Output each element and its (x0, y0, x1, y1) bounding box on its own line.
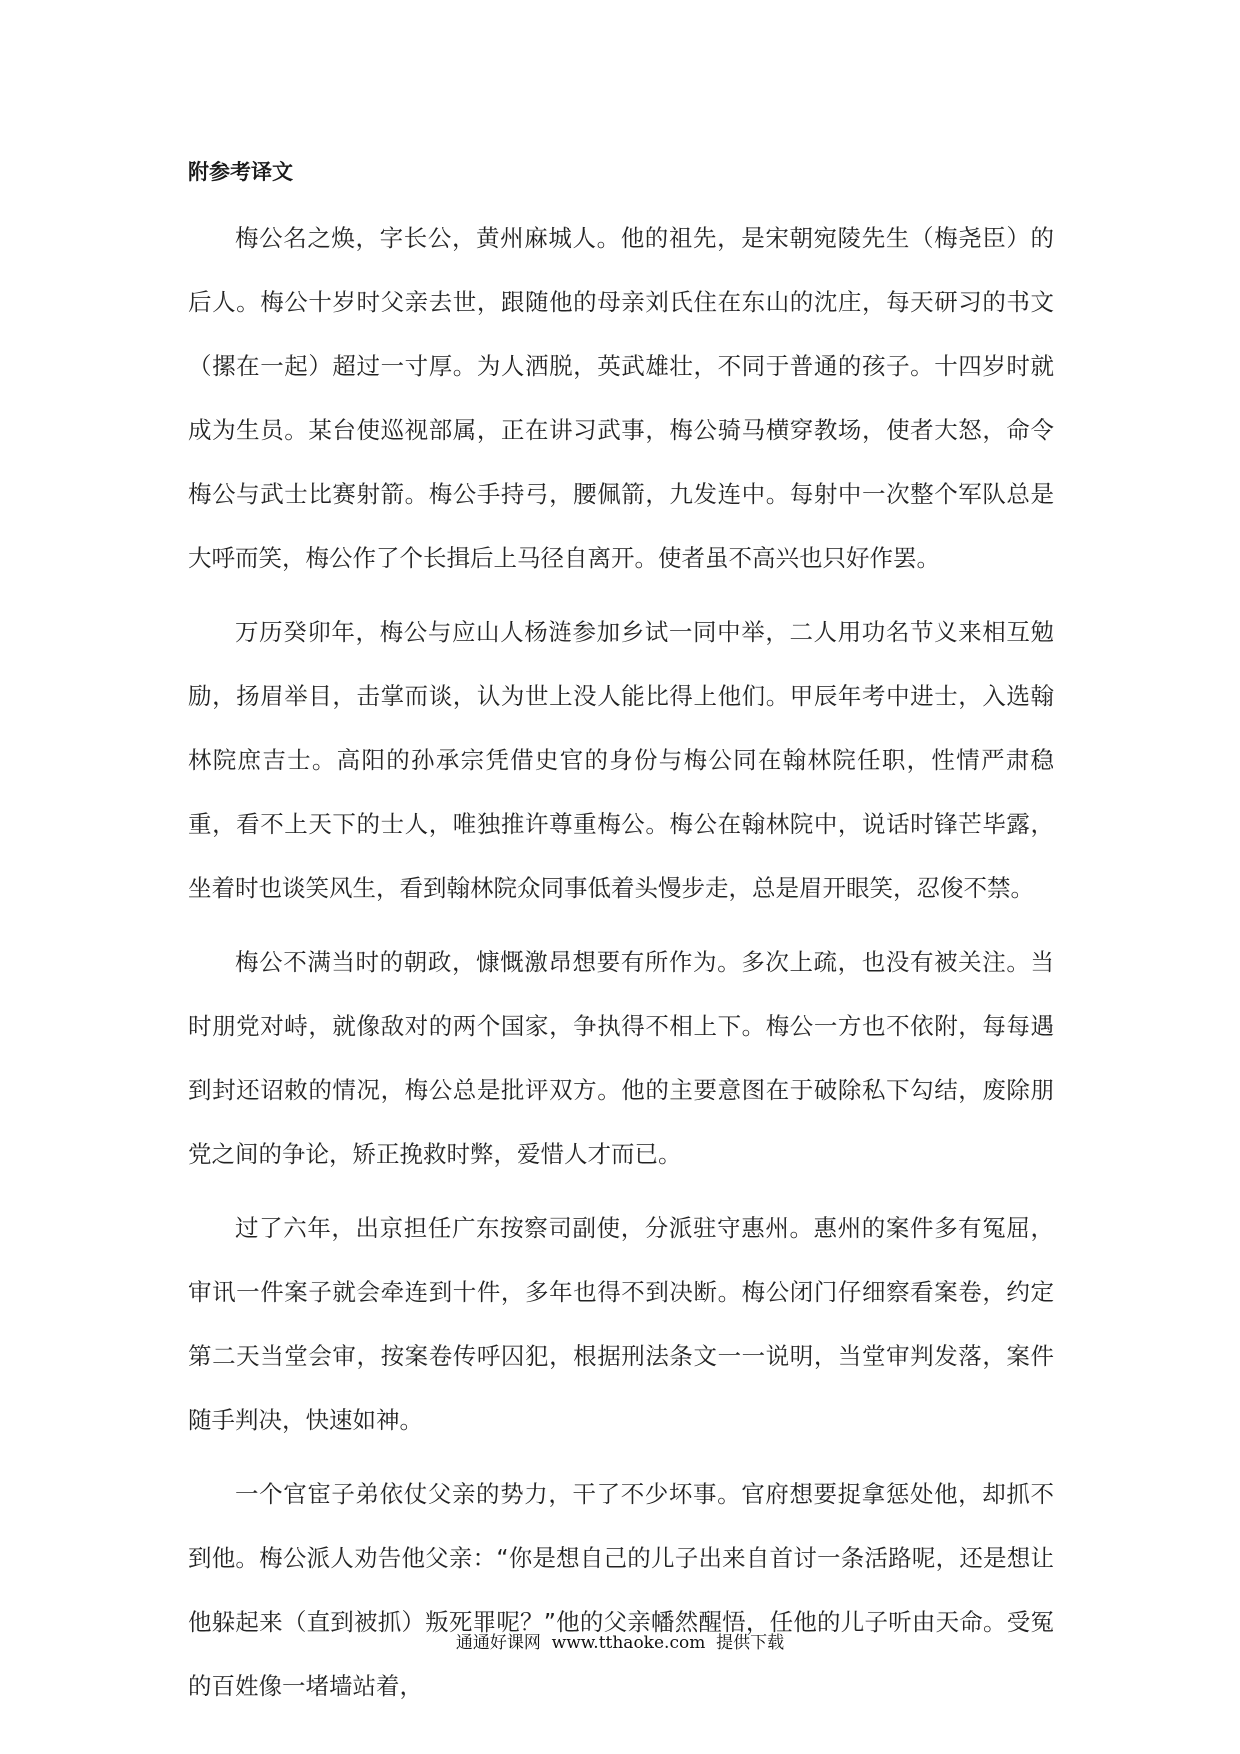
paragraph-5: 一个官宦子弟依仗父亲的势力，干了不少坏事。官府想要捉拿惩处他，却抓不到他。梅公派人劝告他父亲：“你是想自己的儿子出来自首讨一条活路呢，还是想让他躲起来（直到被抓）叛死罪呢？”他的父亲幡然醒悟，任他的儿子听由天命。受冤的百姓像一堵墙站着， (188, 1480, 1054, 1700)
footer-suffix: 提供下载 (716, 1633, 785, 1653)
footer-site-name: 通通好课网 (455, 1633, 541, 1653)
footer-url: www.tthaoke.com (551, 1633, 706, 1653)
page-footer (0, 1628, 1240, 1653)
paragraph-1: 梅公名之焕，字长公，黄州麻城人。他的祖先，是宋朝宛陵先生（梅尧臣）的后人。梅公十岁时父亲去世，跟随他的母亲刘氏住在东山的沈庄，每天研习的书文（摞在一起）超过一寸厚。为人洒脱，英武雄壮，不同于普通的孩子。十四岁时就成为生员。某台使巡视部属，正在讲习武事，梅公骑马横穿教场，使者大怒，命令梅公与武士比赛射箭。梅公手持弓，腰佩箭，九发连中。每射中一次整个军队总是大呼而笑，梅公作了个长揖后上马径自离开。使者虽不高兴也只好作罢。 (188, 224, 1054, 572)
paragraph-2: 万历癸卯年，梅公与应山人杨涟参加乡试一同中举，二人用功名节义来相互勉励，扬眉举目，击掌而谈，认为世上没人能比得上他们。甲辰年考中进士，入选翰林院庶吉士。高阳的孙承宗凭借史官的身份与梅公同在翰林院任职，性情严肃稳重，看不上天下的士人，唯独推许尊重梅公。梅公在翰林院中，说话时锋芒毕露，坐着时也谈笑风生，看到翰林院众同事低着头慢步走，总是眉开眼笑，忍俊不禁。 (188, 618, 1054, 902)
document-body (188, 150, 1054, 1718)
paragraph-4: 过了六年，出京担任广东按察司副使，分派驻守惠州。惠州的案件多有冤屈，审讯一件案子就会牵连到十件，多年也得不到决断。梅公闭门仔细察看案卷，约定第二天当堂会审，按案卷传呼囚犯，根据刑法条文一一说明，当堂审判发落，案件随手判决，快速如神。 (188, 1214, 1054, 1434)
paragraph-3: 梅公不满当时的朝政，慷慨激昂想要有所作为。多次上疏，也没有被关注。当时朋党对峙，就像敌对的两个国家，争执得不相上下。梅公一方也不依附，每每遇到封还诏敕的情况，梅公总是批评双方。他的主要意图在于破除私下勾结，废除朋党之间的争论，矫正挽救时弊，爱惜人才而已。 (188, 948, 1054, 1168)
section-heading: 附参考译文 (188, 160, 293, 184)
